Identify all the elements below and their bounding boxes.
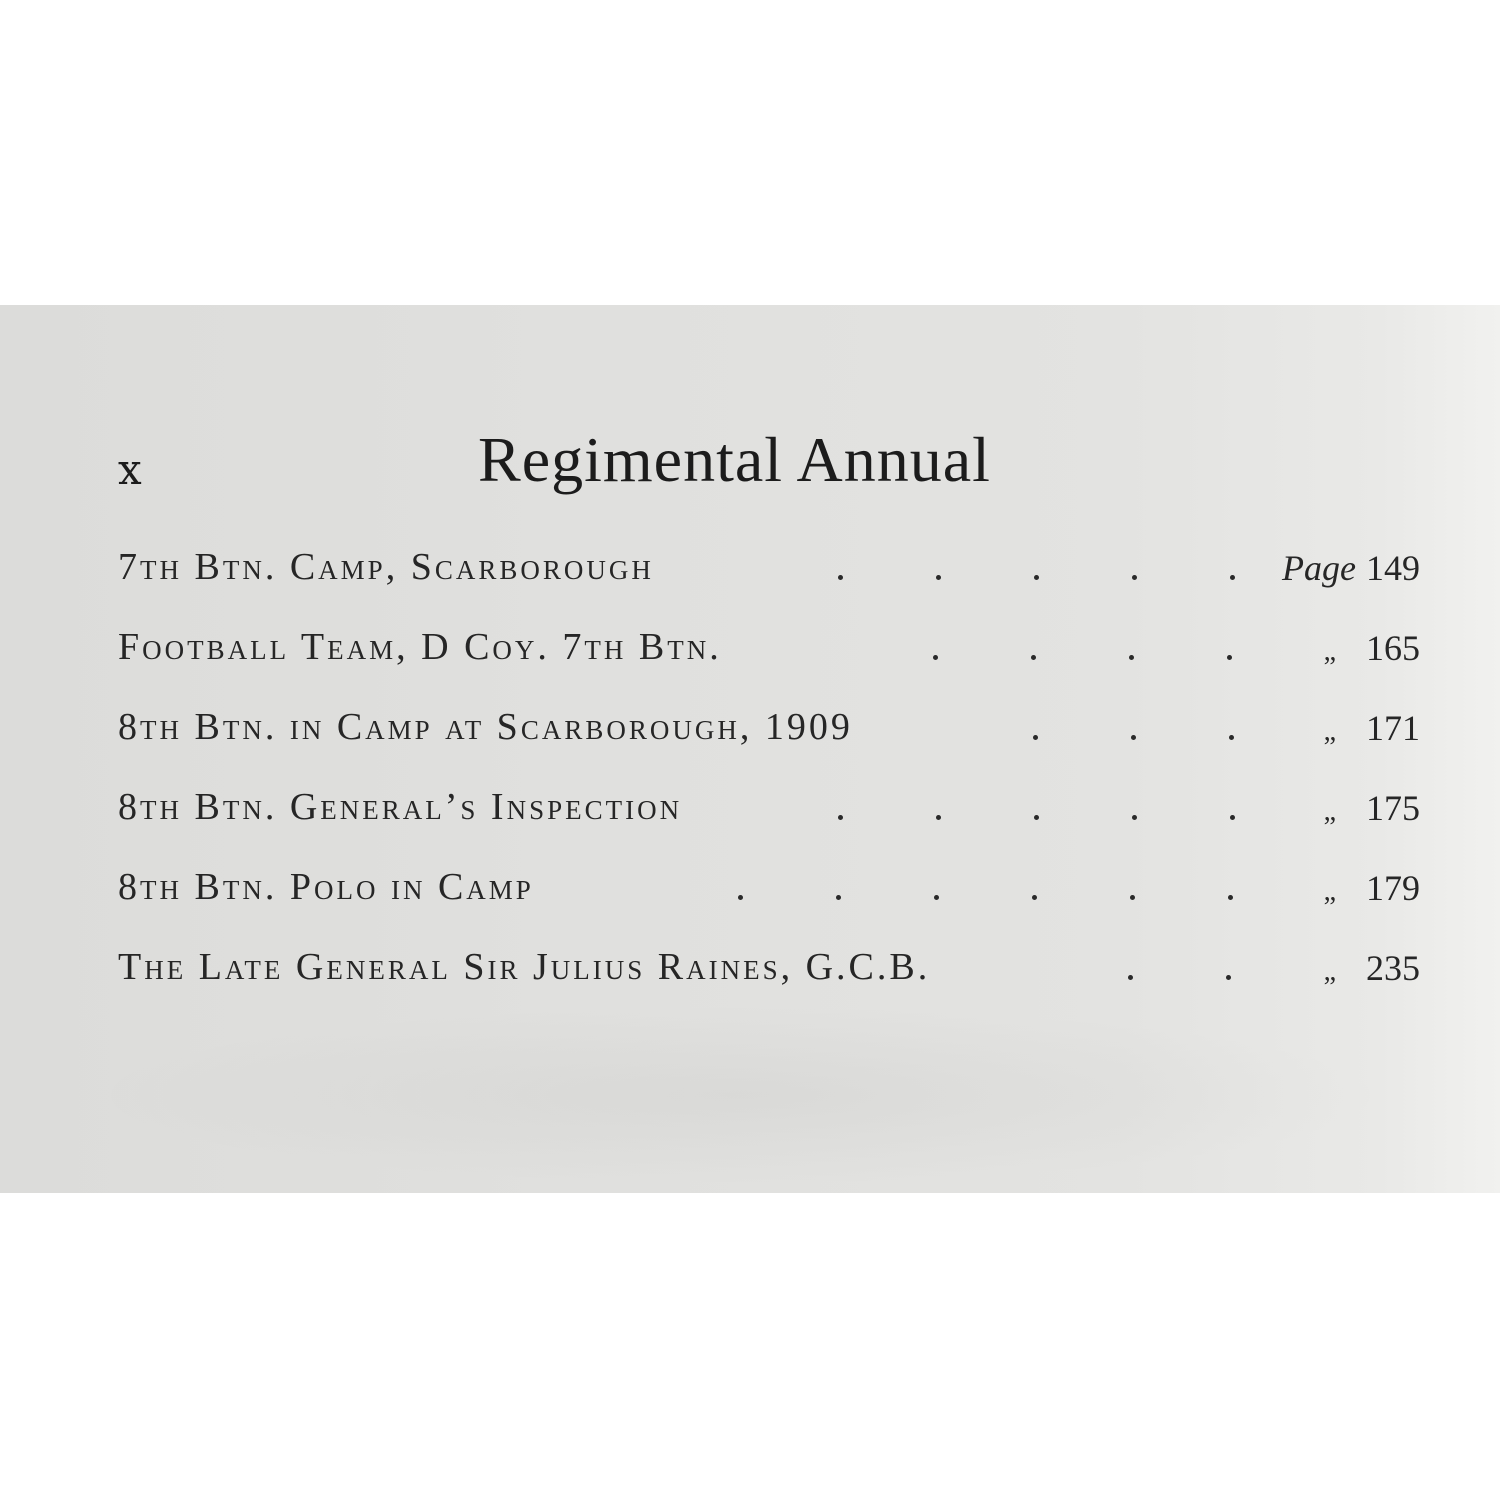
- dot-leaders: [1033, 735, 1233, 745]
- leader-dot: [1132, 575, 1137, 580]
- leader-dot: [1032, 895, 1037, 900]
- toc-entry: [118, 785, 1420, 835]
- dot-leaders: [933, 655, 1233, 665]
- page-number-ref: 149: [1366, 548, 1420, 588]
- running-head: Regimental Annual: [478, 424, 991, 495]
- dot-leaders: [838, 815, 1233, 825]
- toc-entry-page-ref: [1324, 787, 1420, 829]
- leader-dot: [1229, 735, 1234, 740]
- leader-dot: [936, 815, 941, 820]
- leader-dot: [933, 655, 938, 660]
- ditto-mark: „: [1323, 796, 1336, 827]
- leader-dot: [1230, 815, 1235, 820]
- toc-entry: [118, 945, 1420, 995]
- page-number-ref: 175: [1366, 788, 1420, 828]
- leader-dot: [1230, 575, 1235, 580]
- ditto-mark: „: [1323, 636, 1336, 667]
- leader-dot: [838, 575, 843, 580]
- toc-entry-page-ref: [1324, 707, 1420, 749]
- ditto-mark: „: [1323, 876, 1336, 907]
- leader-dot: [1228, 895, 1233, 900]
- show-through-text: [90, 1005, 1390, 1185]
- leader-dot: [1131, 735, 1136, 740]
- leader-dot: [738, 895, 743, 900]
- leader-dot: [1129, 655, 1134, 660]
- toc-entry-page-ref: [1324, 947, 1420, 989]
- leader-dot: [1031, 655, 1036, 660]
- toc-entry-title: 8th Btn. Polo in Camp: [118, 866, 534, 908]
- leader-dot: [1033, 735, 1038, 740]
- leader-dot: [1132, 815, 1137, 820]
- toc-entry: [118, 625, 1420, 675]
- ditto-mark: „: [1323, 716, 1336, 747]
- toc-entry: [118, 545, 1420, 595]
- toc-entry-page-ref: [1324, 627, 1420, 669]
- dot-leaders: [738, 895, 1233, 905]
- leader-dot: [934, 895, 939, 900]
- leader-dot: [836, 895, 841, 900]
- toc-entry-page-ref: [1282, 547, 1420, 589]
- page-number-ref: 165: [1366, 628, 1420, 668]
- page-number-ref: 179: [1366, 868, 1420, 908]
- toc-entry-title: 8th Btn. in Camp at Scarborough, 1909: [118, 706, 853, 748]
- toc-entry-page-ref: [1324, 867, 1420, 909]
- leader-dot: [838, 815, 843, 820]
- page-number: x: [118, 445, 142, 494]
- toc-entry-title: Football Team, D Coy. 7th Btn.: [118, 626, 722, 668]
- toc-entry-title: 8th Btn. General’s Inspection: [118, 786, 683, 828]
- ditto-mark: „: [1323, 956, 1336, 987]
- leader-dot: [1226, 975, 1231, 980]
- page-label: Page: [1282, 548, 1356, 588]
- page-number-ref: 235: [1366, 948, 1420, 988]
- toc-entry: [118, 865, 1420, 915]
- leader-dot: [1227, 655, 1232, 660]
- book-page-photo: [0, 305, 1500, 1193]
- toc-entry: [118, 705, 1420, 755]
- leader-dot: [1034, 815, 1039, 820]
- page-number-ref: 171: [1366, 708, 1420, 748]
- toc-entry-title: 7th Btn. Camp, Scarborough: [118, 546, 654, 588]
- toc-entry-title: The Late General Sir Julius Raines, G.C.B.: [118, 946, 931, 988]
- dot-leaders: [838, 575, 1233, 585]
- dot-leaders: [1128, 975, 1233, 985]
- leader-dot: [1128, 975, 1133, 980]
- leader-dot: [936, 575, 941, 580]
- leader-dot: [1130, 895, 1135, 900]
- leader-dot: [1034, 575, 1039, 580]
